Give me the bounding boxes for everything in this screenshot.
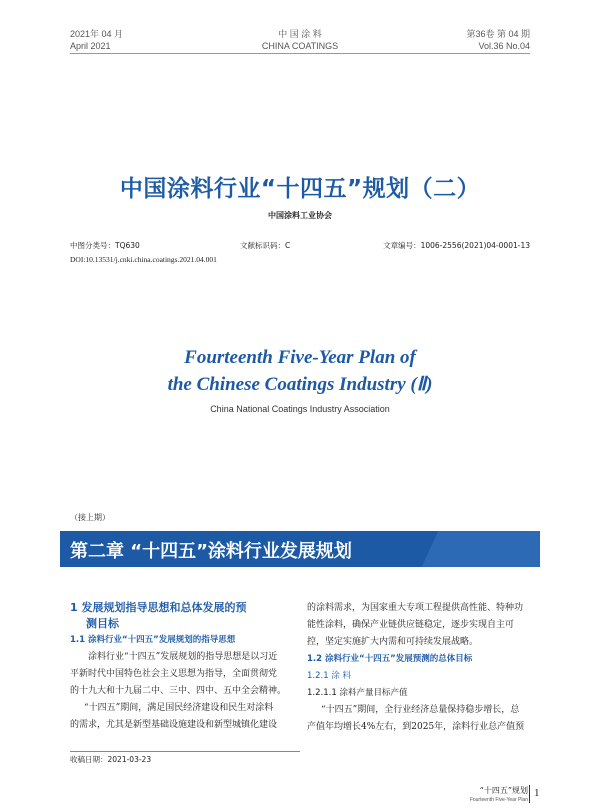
footnote-rule	[70, 751, 300, 752]
header-volume-en: Vol.36 No.04	[478, 41, 530, 51]
header-date-cn: 2021年 04 月	[70, 29, 124, 39]
section-1-2-1-heading: 1.2.1 涂 料	[307, 671, 352, 681]
text-line: 控，坚定实施扩大内需和可持续发展战略。	[307, 637, 479, 647]
left-column	[70, 600, 298, 734]
section-1-2-1-1-heading: 1.2.1.1 涂料产量目标产值	[307, 688, 408, 698]
header-rule	[70, 53, 530, 54]
chapter-banner-stripe	[422, 531, 540, 567]
running-footer-cn: “十四五”规划	[479, 786, 528, 795]
header-date-en: April 2021	[70, 41, 111, 51]
section-1-heading	[70, 600, 298, 632]
left-paragraph-1	[70, 649, 298, 700]
chapter-banner	[60, 531, 540, 567]
chapter-title: 第二章 “十四五”涂料行业发展规划	[70, 541, 352, 562]
header-volume-cn: 第36卷 第 04 期	[466, 29, 530, 39]
right-column	[307, 600, 533, 736]
text-line: 的十九大和十九届二中、三中、四中、五中全会精神。	[70, 686, 287, 696]
section-1-1-heading: 1.1 涂料行业“十四五”发展规划的指导思想	[70, 635, 236, 645]
right-paragraph-2	[307, 702, 533, 736]
text-line: 涂料行业“十四五”发展规划的指导思想是以习近	[88, 652, 278, 662]
text-line: “十四五”期间，满足国民经济建设和民生对涂料	[84, 703, 274, 713]
author-en: China National Coatings Industry Association	[210, 404, 390, 414]
text-line: 的涂料需求，为国家重大专项工程提供高性能、特种功	[307, 603, 524, 613]
article-title-en-line1: Fourteenth Five-Year Plan of	[184, 347, 416, 368]
section-1-heading-line2: 测目标	[86, 617, 119, 630]
text-line: “十四五”期间，全行业经济总量保持稳步增长，总	[321, 705, 520, 715]
text-line: 产值年均增长4%左右，到2025年，涂料行业总产值预	[307, 722, 525, 732]
page-number: 1	[534, 787, 540, 799]
article-title-cn: 中国涂料行业“十四五”规划（二）	[119, 176, 481, 202]
header-volume	[466, 28, 530, 52]
header-journal-en: CHINA COATINGS	[261, 41, 339, 51]
received-date: 收稿日期：2021-03-23	[70, 755, 152, 764]
left-paragraph-2	[70, 700, 298, 734]
text-line: 能性涂料，确保产业链供应链稳定，逐步实现自主可	[307, 620, 515, 630]
text-line: 的需求，尤其是新型基础设施建设和新型城镇化建设	[70, 720, 278, 730]
right-paragraph-1	[307, 600, 533, 651]
footer-separator	[529, 785, 530, 803]
article-number: 文章编号：1006-2556(2021)04-0001-13	[383, 241, 530, 250]
doi: DOI:10.13531/j.cnki.china.coatings.2021.04.001	[70, 255, 217, 264]
section-1-heading-line1: 1 发展规划指导思想和总体发展的预	[70, 601, 247, 614]
class-number: 中图分类号：TQ630	[70, 241, 140, 250]
header-journal-cn: 中 国 涂 料	[278, 29, 322, 39]
author-cn: 中国涂料工业协会	[268, 211, 332, 220]
running-footer-en: Fourteenth Five-Year Plan	[469, 797, 528, 803]
section-1-2-heading: 1.2 涂料行业“十四五”发展预测的总体目标	[307, 654, 473, 664]
text-line: 平新时代中国特色社会主义思想为指导，全面贯彻党	[70, 669, 278, 679]
article-title-en-line2: the Chinese Coatings Industry (Ⅱ)	[167, 374, 433, 395]
continued-note: （接上期）	[70, 513, 110, 522]
document-code: 文献标识码：C	[240, 241, 291, 250]
